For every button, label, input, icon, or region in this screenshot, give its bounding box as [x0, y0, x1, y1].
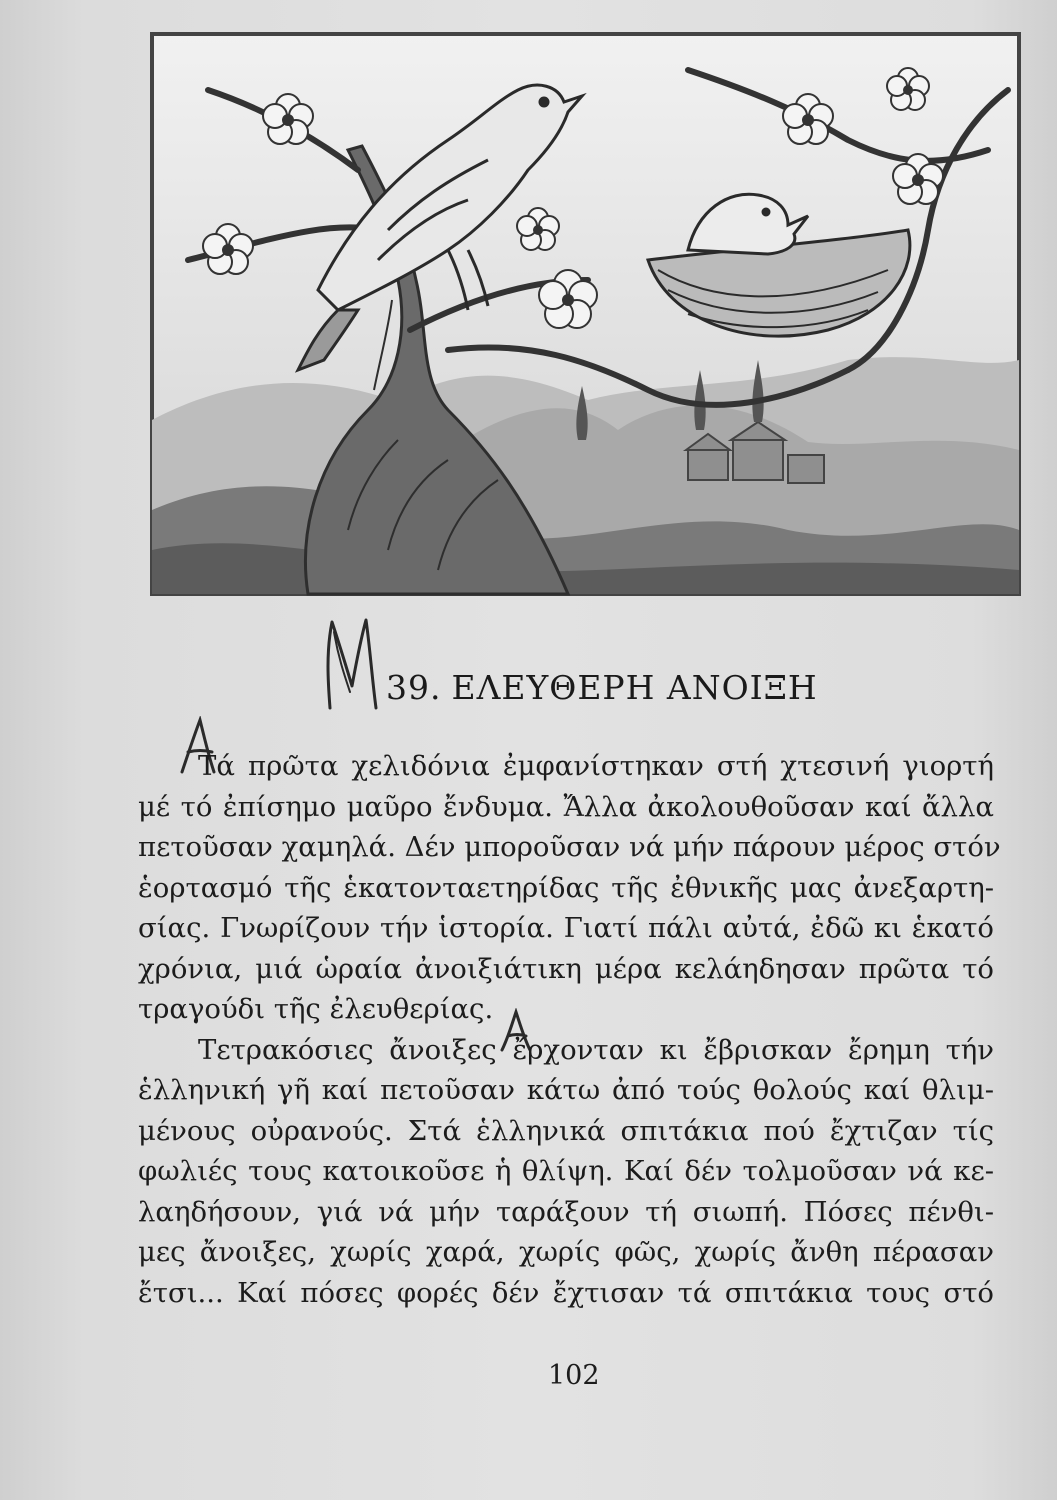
body-text: [138, 746, 1001, 1313]
bird-nest-illustration: [148, 30, 1023, 598]
paragraph-2: [138, 1030, 994, 1314]
chapter-number: 39.: [386, 668, 442, 707]
text-line: σίας. Γνωρίζουν τήν ἱστορία. Γιατί πάλι αὐτά, ἐδῶ κι ἑκατό: [138, 912, 994, 944]
text-line: μες ἄνοιξες, χωρίς χαρά, χωρίς φῶς, χωρίς ἄνθη πέρασαν: [138, 1236, 994, 1268]
paragraph-1: [138, 746, 1001, 1030]
text-line: τραγούδι τῆς ἐλευθερίας.: [138, 993, 494, 1025]
text-line: Τετρακόσιες ἄνοιξες ἔρχονταν κι ἔβρισκαν ἔρημη τήν: [198, 1033, 994, 1066]
text-line: λαηδήσουν, γιά νά μήν ταράξουν τή σιωπή. Πόσες πένθι-: [138, 1195, 994, 1228]
text-line: ἑορτασμό τῆς ἑκατονταετηρίδας τῆς ἐθνικῆς μας ἀνεξαρτη-: [138, 871, 994, 904]
page-number: 102: [548, 1360, 600, 1391]
chapter-heading: [386, 668, 818, 707]
text-line: Τά πρῶτα χελιδόνια ἐμφανίστηκαν στή χτεσινή γιορτή: [198, 750, 994, 782]
handwritten-m-mark: [318, 612, 384, 716]
chapter-title: ΕΛΕΥΘΕΡΗ ΑΝΟΙΞΗ: [451, 668, 818, 707]
text-line: μένους οὐρανούς. Στά ἑλληνικά σπιτάκια πού ἔχτιζαν τίς: [138, 1114, 994, 1147]
text-line: ἔτσι... Καί πόσες φορές δέν ἔχτισαν τά σπιτάκια τους στό: [138, 1276, 994, 1309]
text-line: ἑλληνική γῆ καί πετοῦσαν κάτω ἀπό τούς θολούς καί θλιμ-: [138, 1074, 994, 1106]
text-line: χρόνια, μιά ὡραία ἀνοιξιάτικη μέρα κελάηδησαν πρῶτα τό: [138, 952, 994, 985]
text-line: μέ τό ἐπίσημο μαῦρο ἔνδυμα. Ἄλλα ἀκολουθοῦσαν καί ἄλλα: [138, 790, 994, 823]
text-line: πετοῦσαν χαμηλά. Δέν μποροῦσαν νά μήν πάρουν μέρος στόν: [138, 831, 1001, 863]
text-line: φωλιές τους κατοικοῦσε ἡ θλίψη. Καί δέν τολμοῦσαν νά κε-: [138, 1155, 994, 1187]
